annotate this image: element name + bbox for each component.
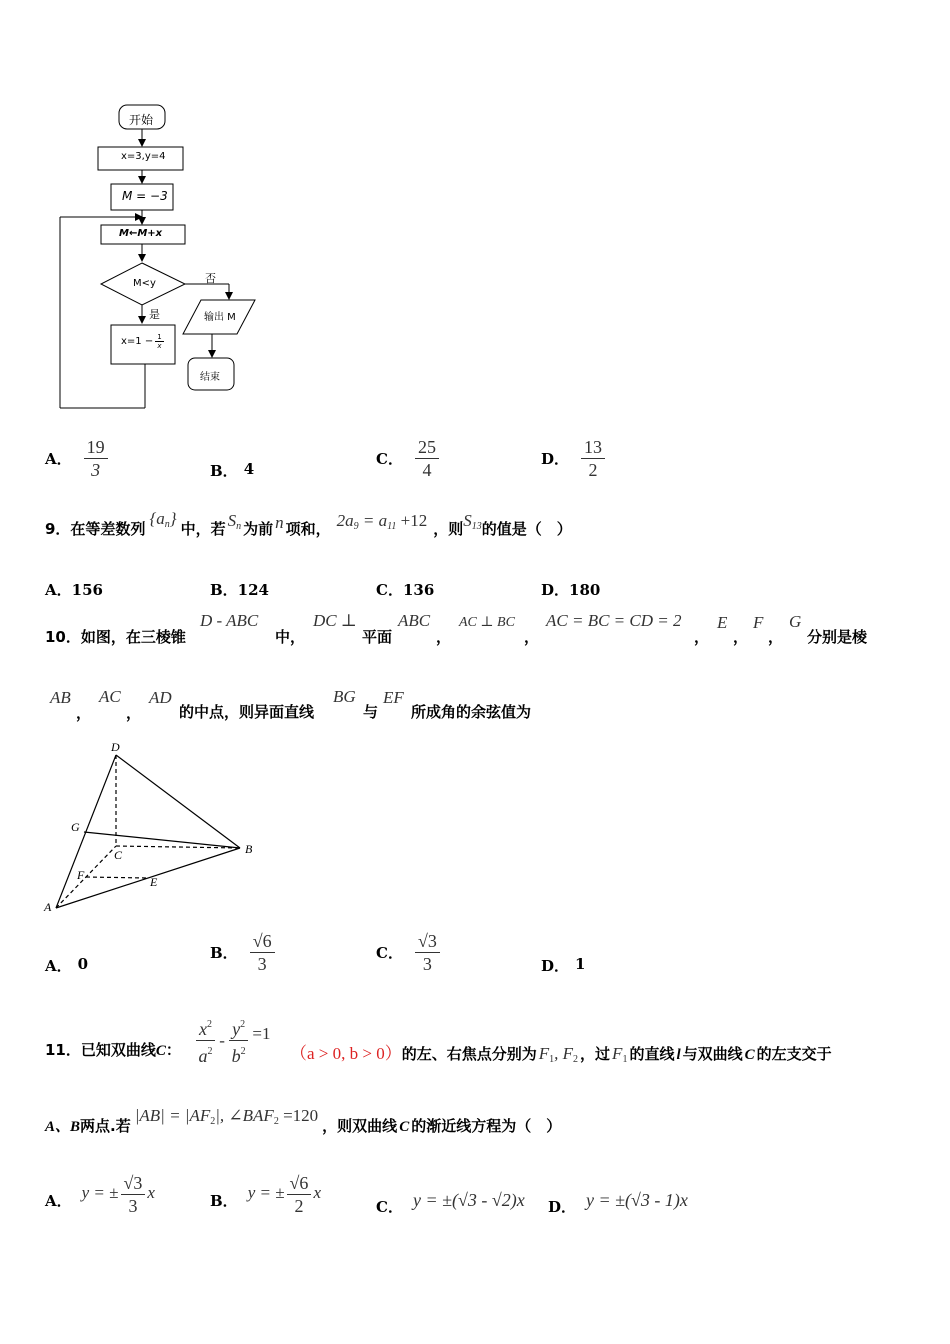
fig-label-A: A	[44, 900, 52, 914]
q11-frac-y: $\frac{y^2}{b^2}$	[229, 1014, 248, 1067]
q11-b-label: B．	[210, 1192, 238, 1210]
flow-output-label: 输出 M	[204, 312, 236, 323]
q11-equation	[196, 1014, 271, 1067]
q11-c-label: C．	[376, 1198, 403, 1216]
flow-init-label: x=3,y=4	[121, 151, 166, 162]
q10-AC: AC	[99, 687, 121, 706]
q11-b-num: √6	[287, 1172, 312, 1195]
q11-a-frac	[121, 1172, 146, 1217]
q9-seq: $\{a_n\}$	[149, 509, 177, 530]
q10-b-num: √6	[250, 930, 275, 953]
q11-mid4: 与双曲线	[682, 1045, 743, 1063]
q9-S	[228, 511, 242, 532]
q11-b-expr	[248, 1172, 321, 1217]
fig-label-G: G	[71, 820, 80, 834]
q9-S-letter: S	[227, 511, 237, 530]
q9-seq-a: a	[156, 509, 165, 528]
q8-d-den: 2	[588, 460, 598, 480]
q10-BG: BG	[333, 687, 356, 706]
q11-abs-eq-text: |AB| = |AF	[134, 1106, 211, 1125]
flow-end-label: 结束	[200, 372, 220, 383]
q11-a-num: √3	[121, 1172, 146, 1195]
fig-label-B: B	[245, 842, 253, 856]
q10-a-val: 0	[77, 955, 89, 973]
q9-suffix: 的值是（ ）	[481, 520, 572, 538]
flow-assign-num: 1	[157, 333, 162, 341]
fig-label-C: C	[114, 848, 123, 862]
q11-a: a	[198, 1046, 208, 1066]
q11-prefix	[45, 1039, 181, 1060]
q10-option-d[interactable]	[541, 955, 585, 976]
q11-line2-suffix1: ，则双曲线	[322, 1117, 398, 1135]
flow-start-label: 开始	[129, 113, 154, 127]
q11-option-a[interactable]	[45, 1172, 155, 1217]
q11-l: l	[676, 1047, 681, 1063]
q11-F1-letter: F	[612, 1044, 623, 1063]
q11-option-c[interactable]	[376, 1190, 525, 1216]
q10-lens: AC = BC = CD = 2	[546, 611, 682, 630]
q10-b-den: 3	[257, 954, 267, 974]
q9-S13	[463, 511, 482, 532]
q10-c7: ，	[126, 704, 142, 722]
q10-perp2: AC ⊥ BC	[459, 615, 515, 630]
q11-frac-x: $\frac{x^2}{a^2}$	[196, 1014, 215, 1067]
q10-plane: ABC	[398, 611, 431, 630]
q8-option-d[interactable]	[541, 436, 605, 481]
q8-a-den: 3	[91, 460, 101, 480]
q10-AD: AD	[149, 688, 172, 707]
q9-mid4: ，则	[433, 520, 464, 538]
q11-F1F2: $F_1$, $F_2$	[538, 1044, 579, 1065]
q10-suffix1: 分别是棱	[807, 628, 868, 646]
q10-comma3: ，	[694, 628, 710, 646]
q9-mid1: 中，若	[180, 520, 226, 538]
flow-no-label: 否	[205, 272, 216, 285]
q10-stem-line1	[45, 626, 186, 647]
q8-b-label: B．	[210, 462, 238, 480]
q10-b-frac	[250, 930, 275, 975]
q11-line2-mid: 两点.若	[80, 1117, 131, 1135]
q11-x: x	[199, 1019, 207, 1039]
q10-mid2: 平面	[362, 628, 393, 646]
q11-a-post: x	[147, 1182, 155, 1202]
q9-n: n	[275, 513, 284, 532]
flow-yes-label: 是	[149, 308, 160, 321]
q10-c-num: √3	[415, 930, 440, 953]
q9-stem	[45, 509, 572, 540]
q10-comma4: ，	[733, 628, 749, 646]
q11-mid3: 的直线	[629, 1045, 675, 1063]
q8-c-frac	[415, 436, 439, 481]
q9-mid2: 为前	[243, 520, 274, 538]
q10-G: G	[789, 612, 802, 631]
q10-option-c[interactable]	[376, 930, 440, 975]
q11-a-pre: y = ±	[81, 1182, 119, 1202]
q10-mid4: 与	[363, 703, 379, 721]
q11-line2-prefix: A、B	[45, 1119, 81, 1135]
q8-option-c[interactable]	[376, 436, 439, 481]
q9-S13-sub: 13	[471, 521, 482, 532]
q11-b: b	[231, 1046, 241, 1066]
q11-a-expr	[82, 1172, 155, 1217]
q11-b-frac	[287, 1172, 312, 1217]
q10-comma2: ，	[524, 628, 540, 646]
q8-b-val: 4	[243, 460, 255, 478]
q11-option-d[interactable]	[548, 1190, 688, 1216]
q8-d-num: 13	[581, 436, 605, 459]
q10-pyr: D - ABC	[200, 611, 259, 630]
q11-suffix1: 的左支交于	[756, 1045, 832, 1063]
q9-option-c[interactable]: C．136	[376, 581, 435, 599]
q8-d-frac	[581, 436, 605, 481]
flow-m-init-label: M = −3	[122, 189, 168, 203]
q8-c-label: C．	[376, 450, 403, 468]
q10-EF: EF	[383, 688, 404, 707]
q11-a-label: A．	[45, 1192, 72, 1210]
flow-assign-label	[121, 333, 164, 350]
q11-colon: ：	[165, 1041, 181, 1059]
q11-cond: （a > 0, b > 0）	[290, 1044, 402, 1063]
q11-C2: C	[744, 1047, 755, 1063]
fig-label-F: F	[77, 868, 85, 882]
q8-a-num: 19	[84, 436, 108, 459]
q10-AB: AB	[50, 688, 71, 707]
q9-seq-sub: n	[164, 519, 170, 530]
q9-mid3: 项和，	[285, 520, 331, 538]
q10-b-label: B．	[210, 944, 238, 962]
q10-comma1: ，	[436, 628, 452, 646]
q11-C3: C	[399, 1119, 410, 1135]
q9-eq	[337, 511, 428, 532]
q8-a-frac	[84, 436, 108, 481]
q10-c-den: 3	[422, 954, 432, 974]
flow-assign-text: x=1 −	[121, 336, 154, 347]
q10-d-val: 1	[575, 955, 586, 973]
q10-F: F	[753, 613, 764, 632]
q9-option-a[interactable]: A．156	[45, 581, 103, 599]
q9-eq-sub2: 11	[387, 521, 397, 532]
q11-F1: $F_1$	[612, 1044, 628, 1065]
q9-eq1: 2a	[336, 511, 354, 530]
q10-perp: DC ⊥	[313, 611, 357, 630]
q8-c-den: 4	[422, 460, 432, 480]
q10-prefix: 10．如图，在三棱锥	[45, 628, 186, 646]
q10-option-a[interactable]	[45, 955, 88, 976]
q11-abs-eq: $|AB| = |AF_2|$, $\angle BAF_2 =120$	[134, 1106, 319, 1127]
q11-c-expr: y = ±(√3 - √2)x	[412, 1190, 525, 1210]
q11-option-b[interactable]	[210, 1172, 321, 1217]
q9-prefix: 9．在等差数列	[45, 520, 146, 538]
q11-y: y	[232, 1019, 241, 1039]
q9-eq-sub1: 9	[353, 521, 359, 532]
q10-a-label: A．	[45, 957, 72, 975]
q9-option-d[interactable]: D．180	[541, 581, 601, 599]
q9-eq2: = a	[358, 511, 388, 530]
q10-suffix2: 所成角的余弦值为	[411, 703, 532, 721]
q9-S13-letter: S	[463, 511, 472, 530]
q11-b-post: x	[313, 1182, 321, 1202]
fig-label-E: E	[150, 875, 158, 889]
fig-label-D: D	[111, 740, 120, 754]
q10-c-frac	[415, 930, 440, 975]
q10-c-label: C．	[376, 944, 403, 962]
flow-assign-den: x	[157, 342, 162, 350]
q10-E: E	[717, 613, 728, 632]
q11-mid2: ，过	[580, 1045, 611, 1063]
q8-a-label: A．	[45, 450, 72, 468]
q11-a-den: 3	[128, 1196, 138, 1216]
q11-angle-val: =120	[278, 1106, 319, 1125]
q8-c-num: 25	[415, 436, 439, 459]
q11-stem-line1	[290, 1039, 832, 1065]
q11-prefix-text: 11．已知双曲线	[45, 1041, 156, 1059]
q11-mid1: 的左、右焦点分别为	[401, 1045, 537, 1063]
q10-c6: ，	[76, 704, 92, 722]
q9-eq3: +12	[396, 511, 428, 530]
q11-stem-line2	[45, 1106, 562, 1137]
q8-option-b[interactable]	[210, 460, 254, 481]
q11-C: C	[155, 1043, 166, 1059]
q9-option-b[interactable]: B．124	[210, 581, 269, 599]
q10-mid1: 中，	[275, 628, 306, 646]
q11-b-den: 2	[294, 1196, 304, 1216]
q9-S-sub: n	[236, 521, 242, 532]
q10-comma5: ，	[768, 628, 784, 646]
q8-option-a[interactable]	[45, 436, 108, 481]
q11-minus: -	[215, 1030, 230, 1050]
q10-mid3: 的中点，则异面直线	[179, 703, 315, 721]
flow-update-label: M←M+x	[119, 228, 163, 239]
q10-option-b[interactable]	[210, 930, 275, 975]
flow-cond-label: M<y	[133, 278, 156, 289]
flowchart	[55, 100, 275, 415]
q11-line2-suffix2: 的渐近线方程为（ ）	[411, 1117, 562, 1135]
q11-F1F2-a: F	[538, 1044, 550, 1063]
q11-angle: |, ∠BAF	[215, 1106, 274, 1125]
q11-eq1: =1	[248, 1023, 271, 1043]
q11-b-pre: y = ±	[247, 1182, 285, 1202]
q11-d-expr: y = ±(√3 - 1)x	[586, 1190, 688, 1210]
q11-d-label: D．	[548, 1198, 577, 1216]
q8-d-label: D．	[541, 450, 570, 468]
q10-d-label: D．	[541, 957, 570, 975]
